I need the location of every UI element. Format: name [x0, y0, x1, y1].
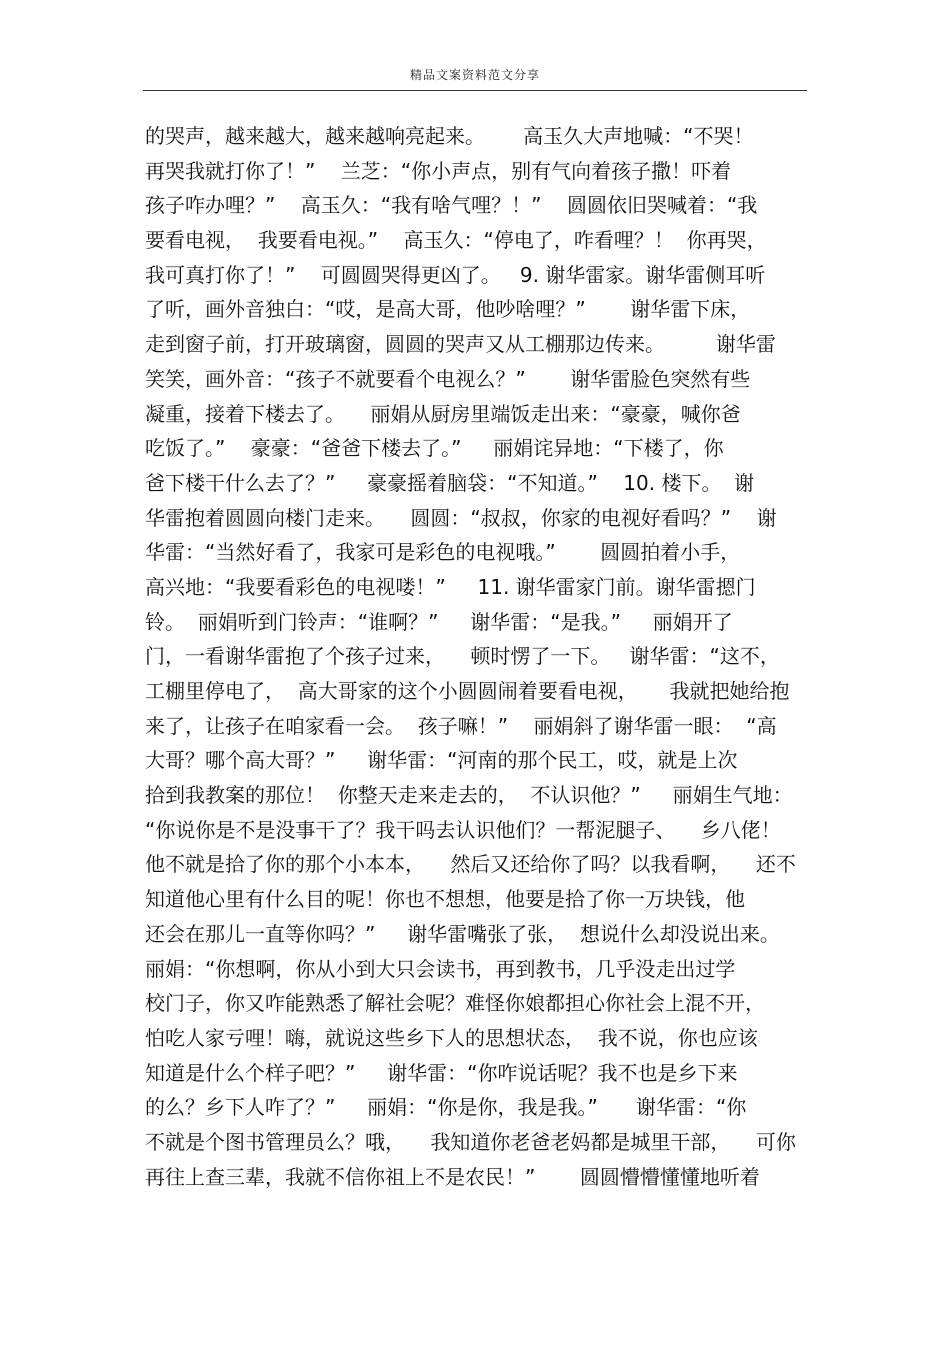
text-line: 大哥？哪个高大哥？” 谢华雷：“河南的那个民工，哎，就是上次: [145, 748, 738, 773]
page-header: 精品文案资料范文分享: [409, 68, 540, 82]
text-line: 知道是什么个样子吧？” 谢华雷：“你咋说话呢？我不也是乡下来: [145, 1060, 738, 1085]
text-line: 他不就是拾了你的那个小本本， 然后又还给你了吗？以我看啊， 还不: [145, 852, 796, 877]
text-line: 华雷：“当然好看了，我家可是彩色的电视哦。” 圆圆拍着小手，: [145, 540, 741, 565]
text-line: 我可真打你了！” 可圆圆哭得更凶了。 9. 谢华雷家。谢华雷侧耳听: [145, 262, 766, 287]
text-line: 知道他心里有什么目的呢！你也不想想，他要是拾了你一万块钱，他: [145, 887, 745, 912]
text-line: 再哭我就打你了！” 兰芝：“你小声点，别有气向着孩子撒！吓着: [145, 158, 732, 183]
text-line: 的么？乡下人咋了？” 丽娟：“你是你，我是我。” 谢华雷：“你: [145, 1095, 747, 1120]
text-line: 吃饭了。” 豪豪：“爸爸下楼去了。” 丽娟诧异地：“下楼了，你: [145, 436, 724, 461]
text-line: 丽娟：“你想啊，你从小到大只会读书，再到教书，几乎没走出过学: [145, 956, 736, 981]
text-line: 爸下楼干什么去了？” 豪豪摇着脑袋：“不知道。” 10. 楼下。 谢: [145, 470, 755, 495]
text-line: 门，一看谢华雷抱了个孩子过来， 顿时愣了一下。 谢华雷：“这不，: [145, 644, 780, 669]
text-line: 高兴地：“我要看彩色的电视喽！” 11. 谢华雷家门前。谢华雷摁门: [145, 574, 756, 599]
text-line: 笑笑，画外音：“孩子不就要看个电视么？” 谢华雷脸色突然有些: [145, 366, 751, 391]
text-line: 凝重，接着下楼去了。 丽娟从厨房里端饭走出来：“豪豪，喊你爸: [145, 401, 741, 426]
text-line: 再往上查三辈，我就不信你祖上不是农民！” 圆圆懵懵懂懂地听着: [145, 1164, 760, 1189]
text-line: 孩子咋办哩？” 高玉久：“我有啥气哩？！” 圆圆依旧哭喊着：“我: [145, 193, 758, 218]
text-line: 校门子，你又咋能熟悉了解社会呢？难怪你娘都担心你社会上混不开，: [145, 991, 765, 1016]
text-line: 铃。 丽娟听到门铃声：“谁啊？” 谢华雷：“是我。” 丽娟开了: [145, 609, 733, 634]
text-line: 要看电视， 我要看电视。” 高玉久：“停电了，咋看哩？！ 你再哭，: [145, 228, 767, 253]
text-line: 走到窗子前，打开玻璃窗，圆圆的哭声又从工棚那边传来。 谢华雷: [145, 332, 776, 357]
text-line: 还会在那儿一直等你吗？” 谢华雷嘴张了张， 想说什么却没说出来。: [145, 921, 780, 946]
text-line: 了听，画外音独白：“哎，是高大哥，他吵啥哩？” 谢华雷下床，: [145, 297, 751, 322]
text-line: 工棚里停电了， 高大哥家的这个小圆圆闹着要看电视， 我就把她给抱: [145, 679, 790, 703]
header-divider: [143, 90, 807, 91]
text-line: 华雷抱着圆圆向楼门走来。 圆圆：“叔叔，你家的电视好看吗？” 谢: [145, 505, 777, 530]
text-line: “你说你是不是没事干了？我干吗去认识他们？一帮泥腿子、 乡八佬！: [145, 817, 781, 842]
text-line: 来了，让孩子在咱家看一会。 孩子嘛！” 丽娟斜了谢华雷一眼： “高: [145, 713, 777, 738]
text-line: 的哭声，越来越大，越来越响亮起来。 高玉久大声地喊：“不哭！: [145, 124, 754, 148]
body-text: [145, 119, 825, 1194]
text-line: 拾到我教案的那位！ 你整天走来走去的， 不认识他？” 丽娟生气地：: [145, 783, 793, 808]
text-line: 怕吃人家亏哩！嗨，就说这些乡下人的思想状态， 我不说，你也应该: [145, 1025, 758, 1050]
text-line: 不就是个图书管理员么？哦， 我知道你老爸老妈都是城里干部， 可你: [145, 1129, 796, 1154]
